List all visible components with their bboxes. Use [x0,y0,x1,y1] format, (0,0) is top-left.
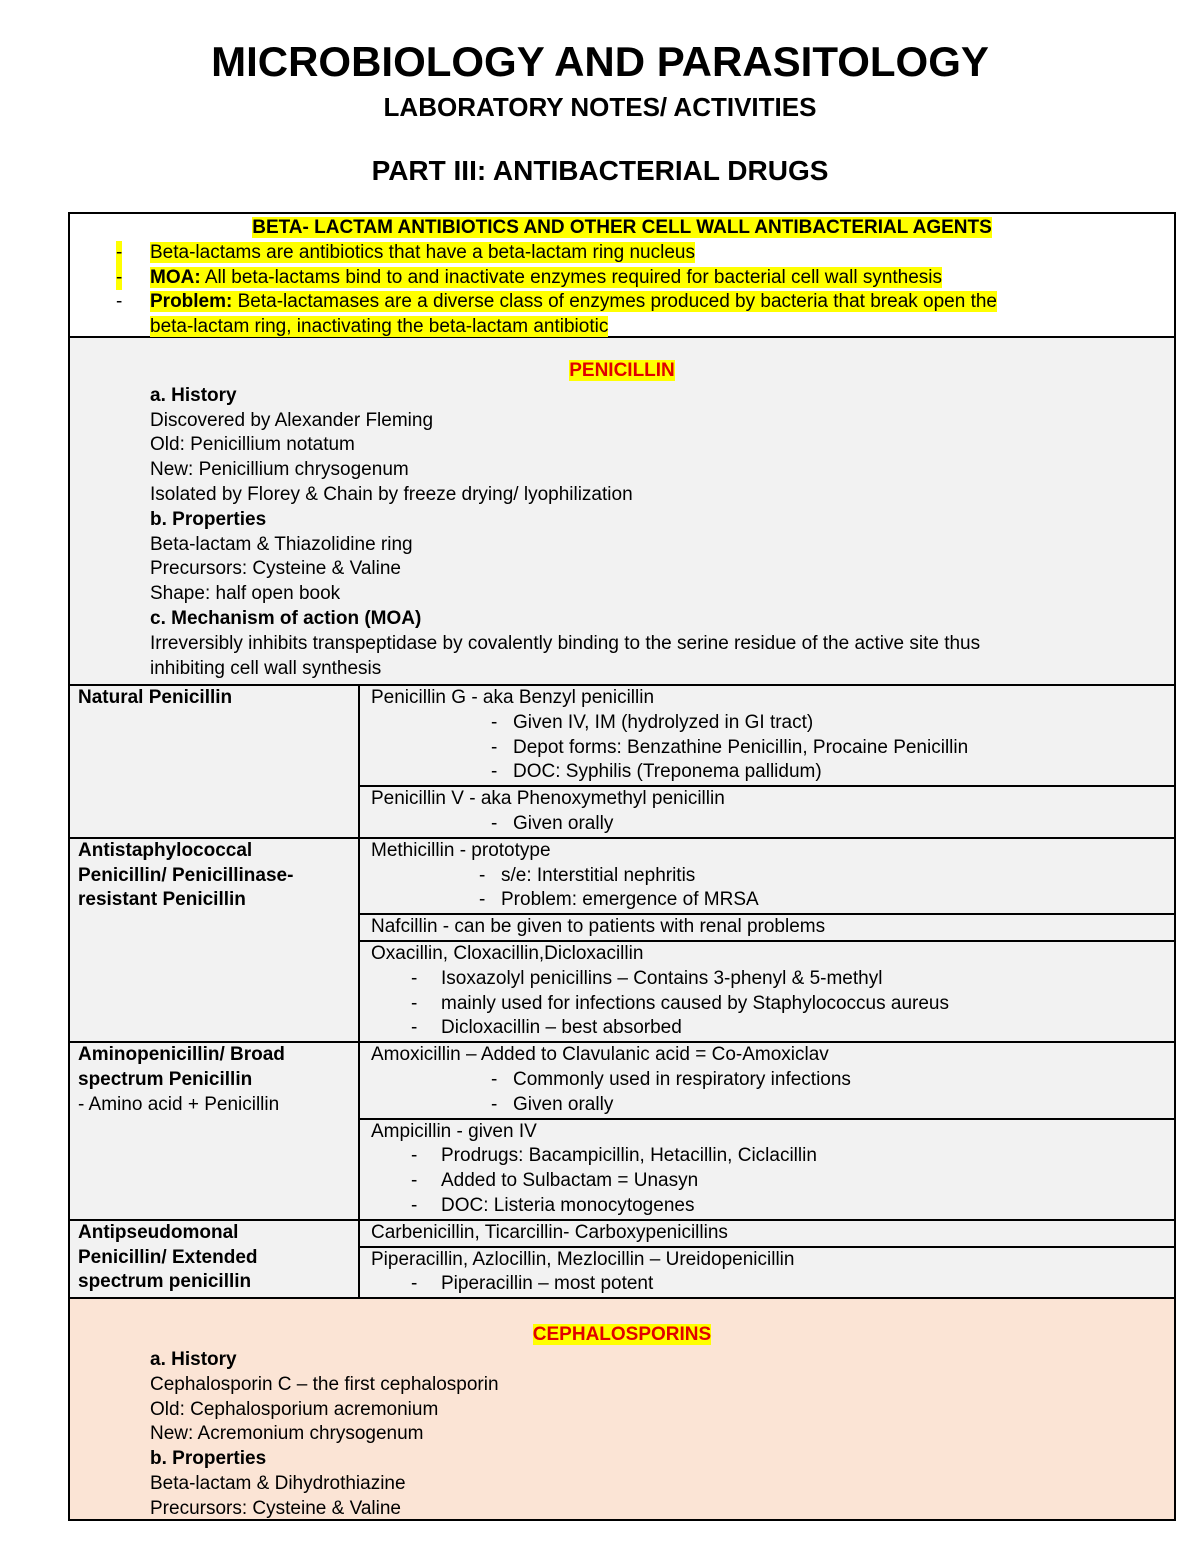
history-heading: a. History [150,384,237,406]
text-line: Old: Penicillium notatum [150,434,355,456]
drug-title: Ampicillin - given IV [371,1120,537,1142]
text-line: Beta-lactam & Dihydrothiazine [150,1472,406,1494]
drug-note: Isoxazolyl penicillins – Contains 3-phenyl & 5-methyl [441,967,883,989]
text-line: inhibiting cell wall synthesis [150,657,382,679]
drug-title: Oxacillin, Cloxacillin,Dicloxacillin [371,942,644,964]
bullet-text: Beta-lactamases are a diverse class of enzymes produced by bacteria that break open the [232,291,997,313]
intro-bullet [78,241,1166,266]
row-label: Aminopenicillin/ Broad spectrum Penicillin - Amino acid + Penicillin [70,1043,360,1219]
bullet-dash: - [116,291,123,313]
intro-bullet [78,266,1166,291]
drug-note: DOC: Listeria monocytogenes [441,1194,695,1216]
intro-bullet [78,290,1166,315]
text-line: Shape: half open book [150,583,341,605]
text-line: Beta-lactam & Thiazolidine ring [150,533,413,555]
text-line: Old: Cephalosporium acremonium [150,1398,439,1420]
row-label: Antistaphylococcal Penicillin/ Penicillinase- resistant Penicillin [70,839,360,1041]
document-title: MICROBIOLOGY AND PARASITOLOGY [211,38,989,85]
bullet-text-continued: beta-lactam ring, inactivating the beta-lactam antibiotic [150,316,609,338]
drug-note: Given orally [513,812,614,834]
drug-note: Prodrugs: Bacampicillin, Hetacillin, Ciclacillin [441,1145,817,1167]
drug-note: Added to Sulbactam = Unasyn [441,1170,699,1192]
drug-note: Dicloxacillin – best absorbed [441,1017,682,1039]
drug-cell [360,1221,1174,1248]
drug-note: Piperacillin – most potent [441,1273,654,1295]
drug-note: s/e: Interstitial nephritis [501,864,696,886]
text-line: Discovered by Alexander Fleming [150,409,434,431]
table-row [70,1043,1174,1221]
bullet-dash: - [116,266,122,291]
cephalosporins-heading: CEPHALOSPORINS [532,1324,712,1346]
bullet-dash: - [116,241,122,266]
document-subtitle: LABORATORY NOTES/ ACTIVITIES [383,92,817,122]
drug-note: DOC: Syphilis (Treponema pallidum) [513,761,822,783]
drug-cell: Penicillin V - aka Phenoxymethyl penicillin - Given orally [360,787,1174,837]
drug-note: Depot forms: Benzathine Penicillin, Procaine Penicillin [513,736,969,758]
text-line: Precursors: Cysteine & Valine [150,558,401,580]
drug-note: Given IV, IM (hydrolyzed in GI tract) [513,711,814,733]
drug-note: Problem: emergence of MRSA [501,889,759,911]
drug-title: Amoxicillin – Added to Clavulanic acid = Co-Amoxiclav [371,1044,829,1066]
properties-heading: b. Properties [150,508,267,530]
history-heading: a. History [150,1348,237,1370]
text-line: Irreversibly inhibits transpeptidase by covalently binding to the serine residue of the active site thus [150,632,981,654]
drug-title: Methicillin - prototype [371,839,551,861]
table-row [70,839,1174,1043]
drug-cell: Ampicillin - given IV - Prodrugs: Bacampicillin, Hetacillin, Ciclacillin - Added to Sulbactam = Unasyn - DOC: Listeria monocytogenes [360,1120,1174,1219]
bullet-text: All beta-lactams bind to and inactivate enzymes required for bacterial cell wall synthesis [200,266,943,288]
moa-heading: c. Mechanism of action (MOA) [150,607,422,629]
bullet-text: Beta-lactams are antibiotics that have a beta-lactam ring nucleus [150,241,695,263]
moa-label: MOA: [150,266,201,288]
drug-note: mainly used for infections caused by Staphylococcus aureus [441,992,949,1014]
drug-note: Commonly used in respiratory infections [513,1068,851,1090]
properties-heading: b. Properties [150,1448,267,1470]
row-label: Antipseudomonal Penicillin/ Extended spectrum penicillin [70,1221,360,1297]
text-line: Precursors: Cysteine & Valine [150,1497,401,1519]
notes-table [68,212,1176,1521]
row-label: Natural Penicillin [70,686,360,837]
drug-title: Carbenicillin, Ticarcillin- Carboxypenicillins [371,1221,728,1243]
penicillin-section [70,338,1174,686]
drug-title: Piperacillin, Azlocillin, Mezlocillin – Ureidopenicillin [371,1248,795,1270]
drug-cell: Piperacillin, Azlocillin, Mezlocillin – Ureidopenicillin - Piperacillin – most potent [360,1248,1174,1298]
text-line: Cephalosporin C – the first cephalosporin [150,1373,499,1395]
drug-cell: Penicillin G - aka Benzyl penicillin - Given IV, IM (hydrolyzed in GI tract) - Depot forms: Benzathine Penicillin, Procaine Penicillin - DOC: Syphilis (Treponema pallidum) [360,686,1174,787]
problem-label: Problem: [150,291,233,313]
drug-cell: Methicillin - prototype - s/e: Interstitial nephritis - Problem: emergence of MRSA [360,839,1174,915]
text-line: New: Acremonium chrysogenum [150,1423,424,1445]
drug-title: Penicillin G - aka Benzyl penicillin [371,687,655,708]
penicillin-heading: PENICILLIN [569,360,675,381]
table-row [70,1221,1174,1299]
text-line: Isolated by Florey & Chain by freeze drying/ lyophilization [150,483,633,505]
drug-title: Nafcillin - can be given to patients with renal problems [371,916,826,938]
drug-title: Penicillin V - aka Phenoxymethyl penicillin [371,788,725,810]
text-line: New: Penicillium chrysogenum [150,459,409,481]
table-row [70,686,1174,839]
beta-lactam-heading: BETA- LACTAM ANTIBIOTICS AND OTHER CELL WALL ANTIBACTERIAL AGENTS [252,217,992,238]
drug-note: Given orally [513,1093,614,1115]
part-title: PART III: ANTIBACTERIAL DRUGS [371,155,829,186]
drug-cell [360,915,1174,942]
cephalosporins-section [70,1299,1174,1519]
drug-cell: Oxacillin, Cloxacillin,Dicloxacillin - Isoxazolyl penicillins – Contains 3-phenyl & 5-methyl - mainly used for infections caused by Staphylococcus aureus - Dicloxacillin – best absorbed [360,942,1174,1041]
drug-cell: Amoxicillin – Added to Clavulanic acid = Co-Amoxiclav - Commonly used in respiratory infections - Given orally [360,1043,1174,1119]
beta-lactam-intro [70,214,1174,338]
